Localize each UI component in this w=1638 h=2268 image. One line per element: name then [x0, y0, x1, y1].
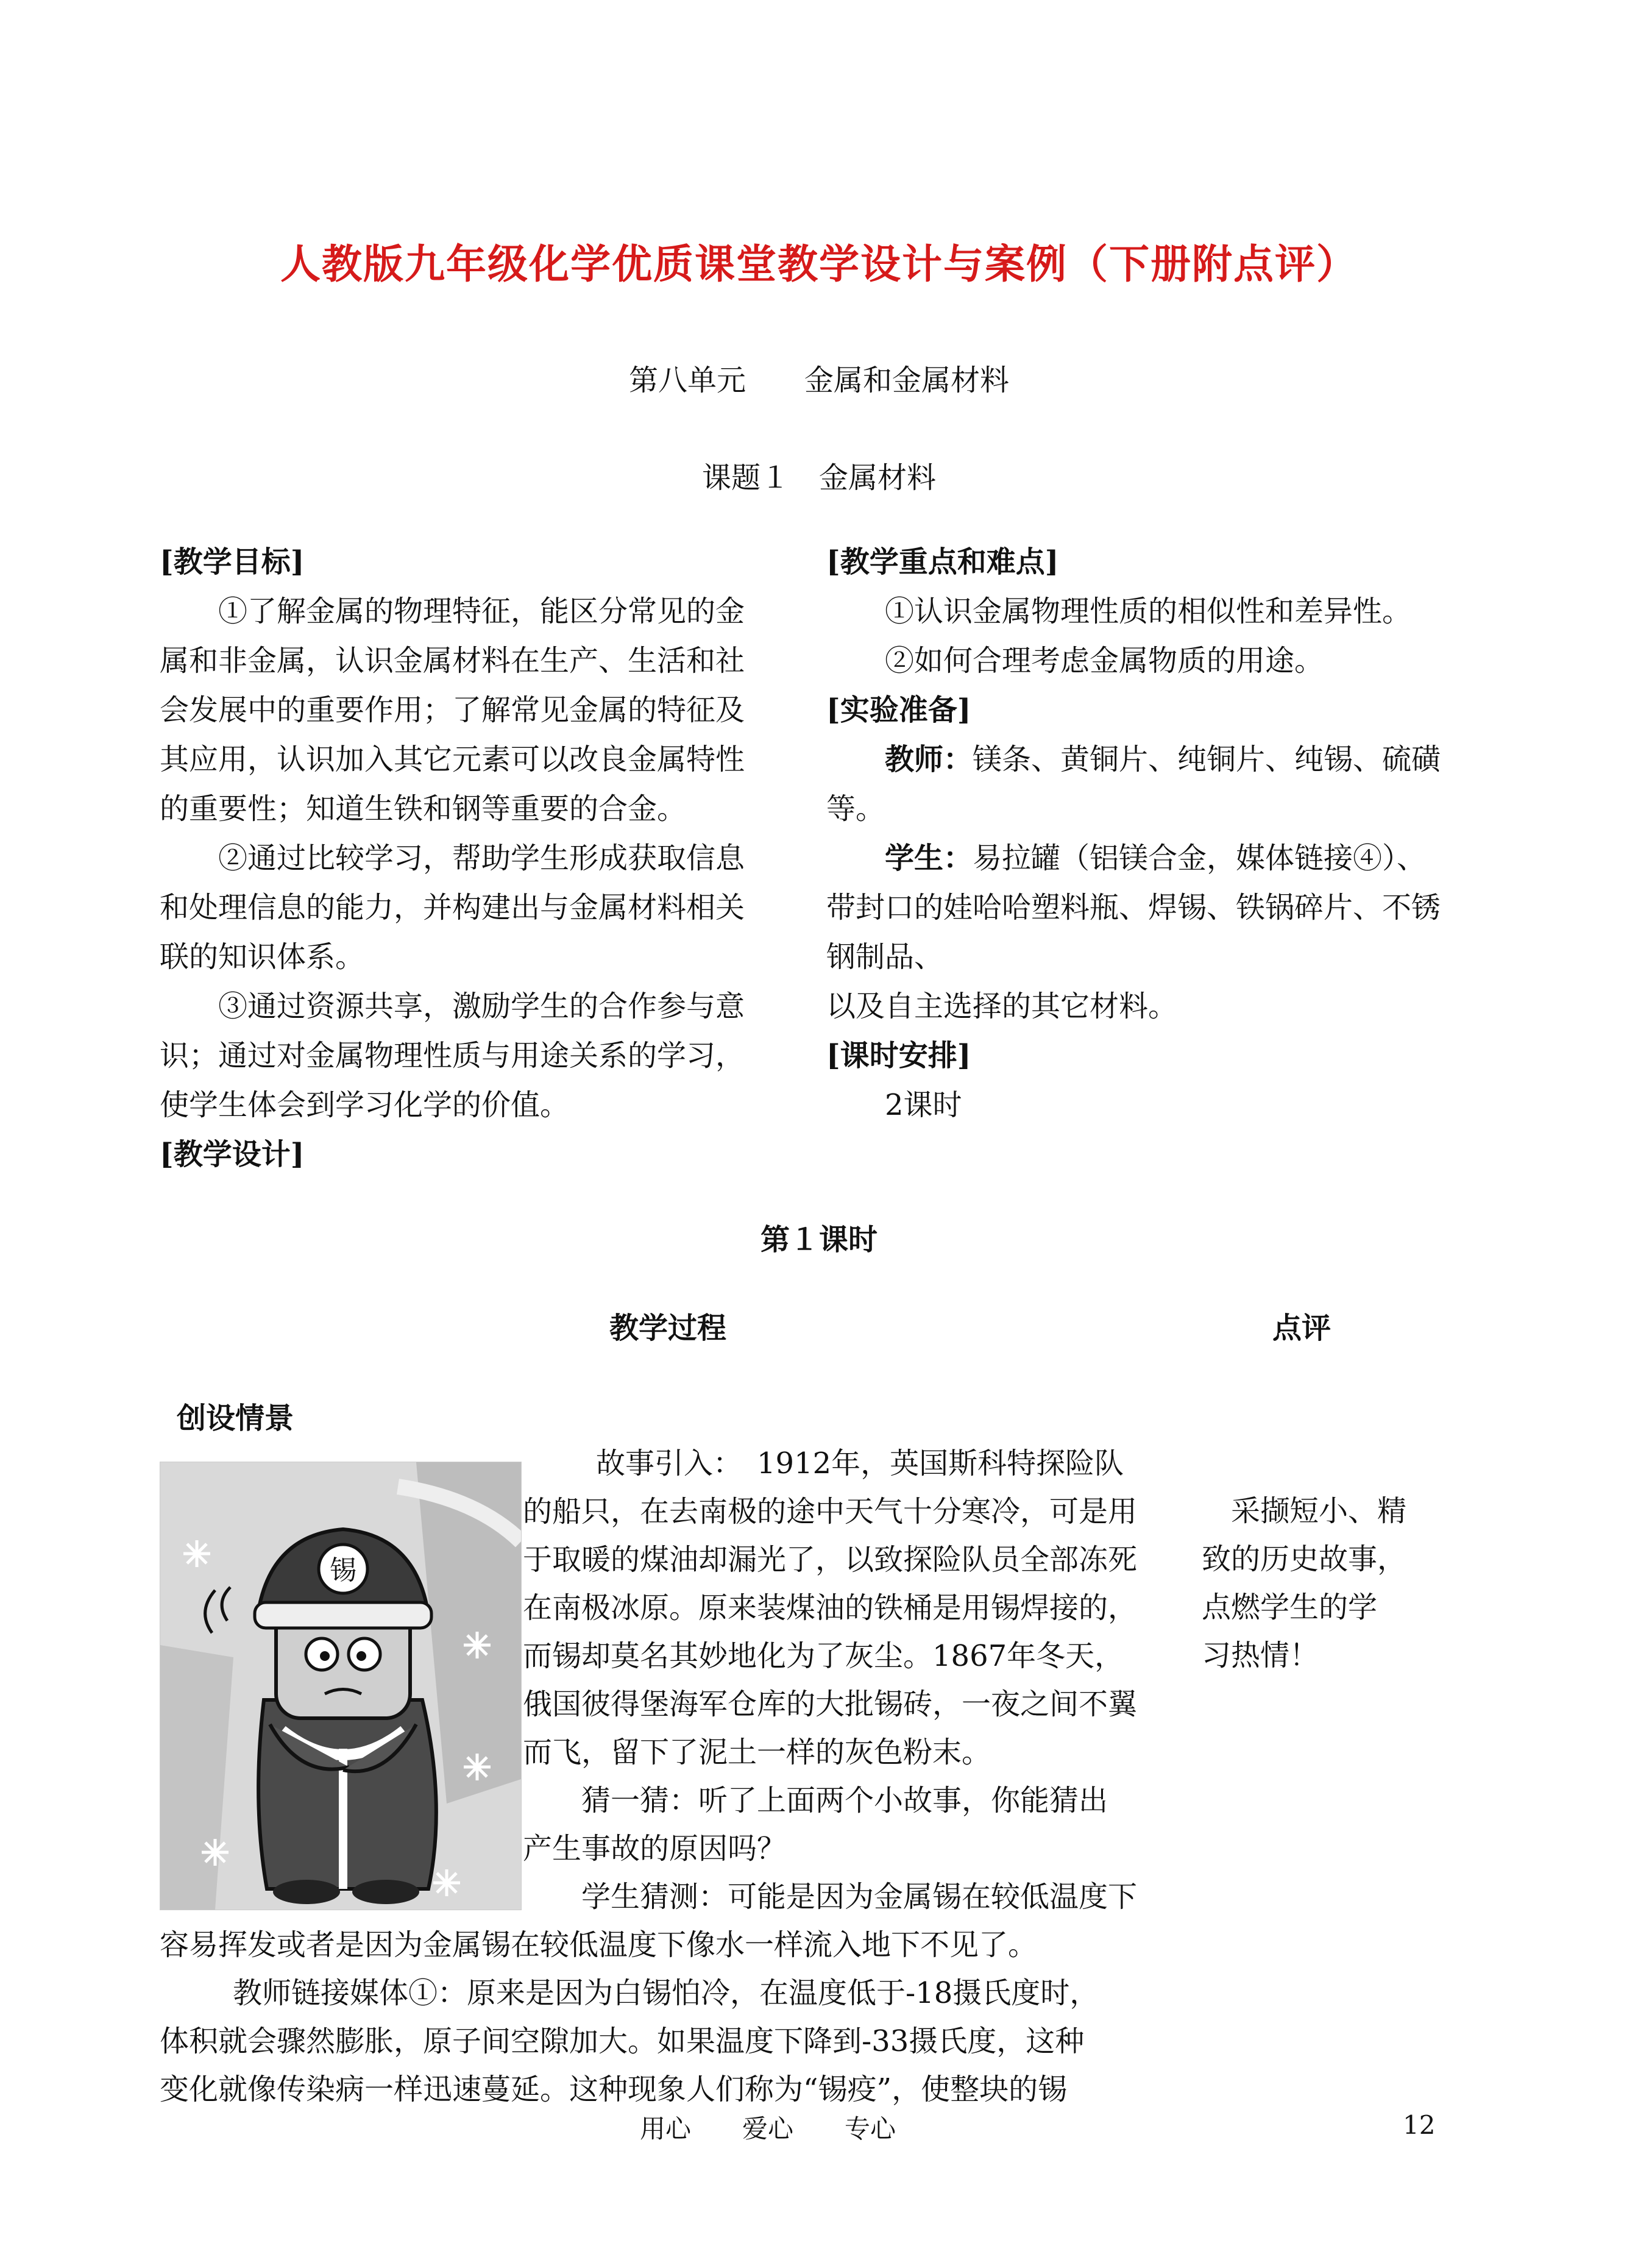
comment-line-3: 点燃学生的学 — [1202, 1590, 1378, 1624]
section-title: 创设情景 — [177, 1401, 294, 1435]
time-heading: [课时安排] — [826, 1039, 971, 1073]
story-line-10: 学生猜测：可能是因为金属锡在较低温度下 — [581, 1880, 1138, 1914]
comment-line-1: 采撷短小、精 — [1231, 1494, 1407, 1528]
col-header-process: 教学过程 — [609, 1311, 727, 1345]
goal-1: ①了解金属的物理特征，能区分常见的金属和非金属，认识金属材料在生产、生活和社会发展中的重要作用；了解常见金属的特征及其应用，认识加入其它元素可以改良金属特性的重要性；知道生铁和钢等重要的合金。 — [160, 594, 745, 826]
tin-badge-text: 锡 — [330, 1555, 356, 1586]
teacher-label: 教师： — [885, 742, 973, 777]
story-line-1: 故事引入： 1912年，英国斯科特探险队 — [596, 1446, 1124, 1481]
goals-heading: [教学目标] — [160, 545, 305, 579]
comment-block — [1202, 1487, 1445, 1680]
story-line-8: 猜一猜：听了上面两个小故事，你能猜出 — [581, 1783, 1108, 1818]
student-materials-cont: 以及自主选择的其它材料。 — [826, 989, 1178, 1023]
unit-heading: 第八单元 金属和金属材料 — [628, 363, 1009, 397]
story-line-6: 俄国彼得堡海军仓库的大批锡砖，一夜之间不翼 — [523, 1687, 1138, 1721]
key-point-1: ①认识金属物理性质的相似性和差异性。 — [885, 594, 1412, 628]
story-line-11: 容易挥发或者是因为金属锡在较低温度下像水一样流入地下不见了。 — [160, 1928, 1038, 1962]
right-column — [826, 538, 1442, 1130]
key-point-2: ②如何合理考虑金属物质的用途。 — [885, 644, 1324, 678]
story-line-12: 教师链接媒体①：原来是因为白锡怕冷，在温度低于-18摄氏度时， — [233, 1976, 1099, 2010]
cartoon-image — [160, 1462, 521, 1910]
story-line-13: 体积就会骤然膨胀，原子间空隙加大。如果温度下降到-33摄氏度，这种 — [160, 2024, 1085, 2058]
story-line-14: 变化就像传染病一样迅速蔓延。这种现象人们称为“锡疫”，使整块的锡 — [160, 2072, 1068, 2106]
comment-line-4: 习热情！ — [1202, 1638, 1319, 1673]
student-prep — [826, 834, 1442, 982]
time-text: 2课时 — [885, 1088, 962, 1122]
story-block — [523, 1440, 1169, 1921]
document-title: 人教版九年级化学优质课堂教学设计与案例（下册附点评） — [280, 240, 1358, 288]
footer-motto: 用心 爱心 专心 — [640, 2114, 896, 2144]
prep-heading: [实验准备] — [826, 693, 971, 727]
col-header-comment: 点评 — [1272, 1311, 1331, 1345]
story-line-2: 的船只，在去南极的途中天气十分寒冷，可是用 — [523, 1495, 1138, 1529]
story-line-7: 而飞，留下了泥土一样的灰色粉末。 — [523, 1735, 991, 1769]
goal-3: ③通过资源共享，激励学生的合作参与意识；通过对金属物理性质与用途关系的学习，使学生体会到学习化学的价值。 — [160, 989, 745, 1122]
goal-2: ②通过比较学习，帮助学生形成获取信息和处理信息的能力，并构建出与金属材料相关联的知识体系。 — [160, 841, 745, 974]
story-line-4: 在南极冰原。原来装煤油的铁桶是用锡焊接的， — [523, 1591, 1138, 1625]
student-materials: 易拉罐（铝镁合金，媒体链接④）、带封口的娃哈哈塑料瓶、焊锡、铁锅碎片、不锈钢制品、 — [826, 841, 1441, 974]
story-block-full — [160, 1921, 1171, 2114]
key-points-heading: [教学重点和难点] — [826, 545, 1059, 579]
teacher-prep — [826, 735, 1442, 834]
left-column — [160, 538, 768, 1179]
teacher-materials: 镁条、黄铜片、纯铜片、纯锡、硫磺等。 — [826, 742, 1441, 826]
design-heading: [教学设计] — [160, 1137, 305, 1171]
period-heading: 第１课时 — [760, 1223, 878, 1257]
page-number: 12 — [1403, 2110, 1436, 2140]
tin-character-illustration — [160, 1462, 522, 1910]
story-line-5: 而锡却莫名其妙地化为了灰尘。1867年冬天， — [523, 1639, 1124, 1673]
lesson-heading: 课题１ 金属材料 — [701, 461, 936, 495]
story-line-3: 于取暖的煤油却漏光了，以致探险队员全部冻死 — [523, 1543, 1138, 1577]
student-label: 学生： — [885, 841, 973, 875]
comment-line-2: 致的历史故事， — [1202, 1542, 1407, 1576]
story-line-9: 产生事故的原因吗？ — [523, 1832, 787, 1866]
